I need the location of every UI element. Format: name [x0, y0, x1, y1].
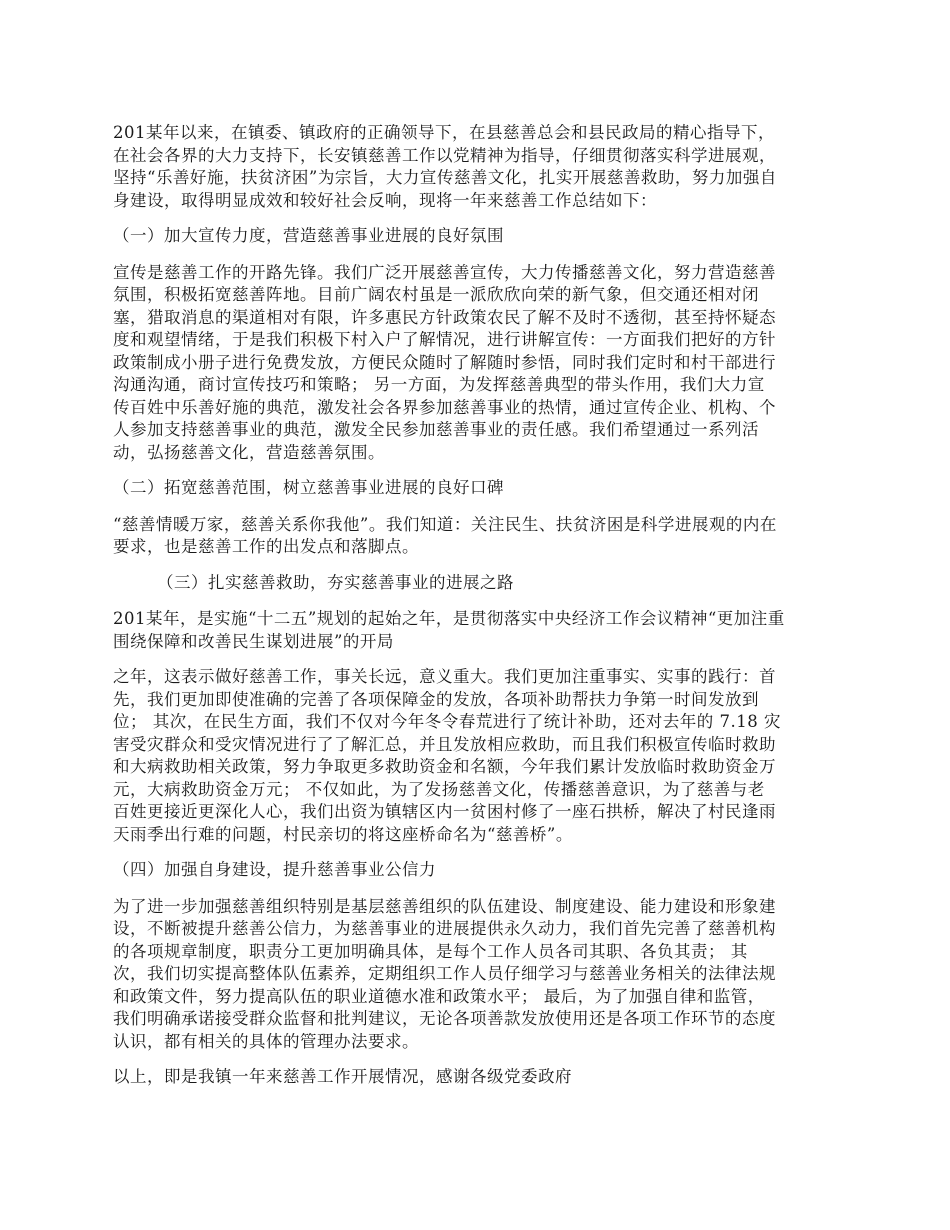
section-3-paragraph: 201某年，是实施“十二五”规划的起始之年，是贯彻落实中央经济工作会议精神“更加注重 围绕保障和改善民生谋划进展”的开局: [113, 609, 785, 651]
section-heading-4: （四）加强自身建设，提升慈善事业公信力: [113, 860, 436, 879]
section-1-paragraph: 宣传是慈善工作的开路先锋。我们广泛开展慈善宣传，大力传播慈善文化，努力营造慈善 氛围，积极拓宽慈善阵地。目前广阔农村虽是一派欣欣向荣的新气象，但交通还相对闭 塞，猎取消息的渠道相对有限，许多惠民方针政策农民了解不及时不透彻，甚至持怀疑态 度和观望情绪，于是我们积极下村入户了解情况，进行讲解宣传：一方面我们把好的方针 政策制成小册子进行免费发放，方便民众随时了解随时参悟，同时我们定时和村干部进行 沟通沟通，商讨宣传技巧和策略； 另一方面，为发挥慈善典型的带头作用，我们大力宣 传百姓中乐善好施的典范，激发社会各界参加慈善事业的热情，通过宣传企业、机构、个 人参加支持慈善事业的典范，激发全民参加慈善事业的责任感。我们希望通过一系列活 动，弘扬慈善文化，营造慈善氛围。: [113, 262, 776, 462]
section-heading-2: （二）拓宽慈善范围，树立慈善事业进展的良好口碑: [113, 478, 504, 497]
document-body: [113, 122, 845, 1102]
section-4-paragraph: 为了进一步加强慈善组织特别是基层慈善组织的队伍建设、制度建设、能力建设和形象建 设，不断被提升慈善公信力，为慈善事业的进展提供永久动力，我们首先完善了慈善机构 的各项规章制度，职责分工更加明确具体，是每个工作人员各司其职、各负其责； 其 次，我们切实提高整体队伍素养，定期组织工作人员仔细学习与慈善业务相关的法律法规 和政策文件，努力提高队伍的职业道德水准和政策水平； 最后，为了加强自律和监管， 我们明确承诺接受群众监督和批判建议，无论各项善款发放使用还是各项工作环节的态度 认识，都有相关的具体的管理办法要求。: [113, 896, 776, 1051]
section-3-continuation-paragraph: 之年，这表示做好慈善工作，事关长远，意义重大。我们更加注重事实、实事的践行：首 先，我们更加即使准确的完善了各项保障金的发放，各项补助帮扶力争第一时间发放到 位； 其次，在民生方面，我们不仅对今年冬令春荒进行了统计补助，还对去年的 7.18 灾 害受灾群众和受灾情况进行了了解汇总，并且发放相应救助，而且我们积极宣传临时救助 和大病救助相关政策，努力争取更多救助资金和名额，今年我们累计发放临时救助资金万 元，大病救助资金万元； 不仅如此，为了发扬慈善文化，传播慈善意识，为了慈善与老 百姓更接近更深化人心，我们出资为镇辖区内一贫困村修了一座石拱桥，解决了村民逢雨 天雨季出行难的问题，村民亲切的将这座桥命名为“慈善桥”。: [113, 667, 781, 844]
section-2-paragraph: “慈善情暖万家，慈善关系你我他”。我们知道：关注民生、扶贫济困是科学进展观的内在 要求，也是慈善工作的出发点和落脚点。: [113, 514, 777, 556]
intro-paragraph: 201某年以来，在镇委、镇政府的正确领导下，在县慈善总会和县民政局的精心指导下， 在社会各界的大力支持下，长安镇慈善工作以党精神为指导，仔细贯彻落实科学进展观， 坚持“乐善好施，扶贫济困”为宗旨，大力宣传慈善文化，扎实开展慈善救助，努力加强自 身建设，取得明显成效和较好社会反响，现将一年来慈善工作总结如下：: [113, 123, 777, 210]
closing-paragraph: 以上，即是我镇一年来慈善工作开展情况，感谢各级党委政府: [113, 1067, 572, 1086]
section-heading-3: （三）扎实慈善救助，夯实慈善事业的进展之路: [157, 572, 514, 592]
section-heading-1: （一）加大宣传力度，营造慈善事业进展的良好氛围: [113, 226, 504, 245]
